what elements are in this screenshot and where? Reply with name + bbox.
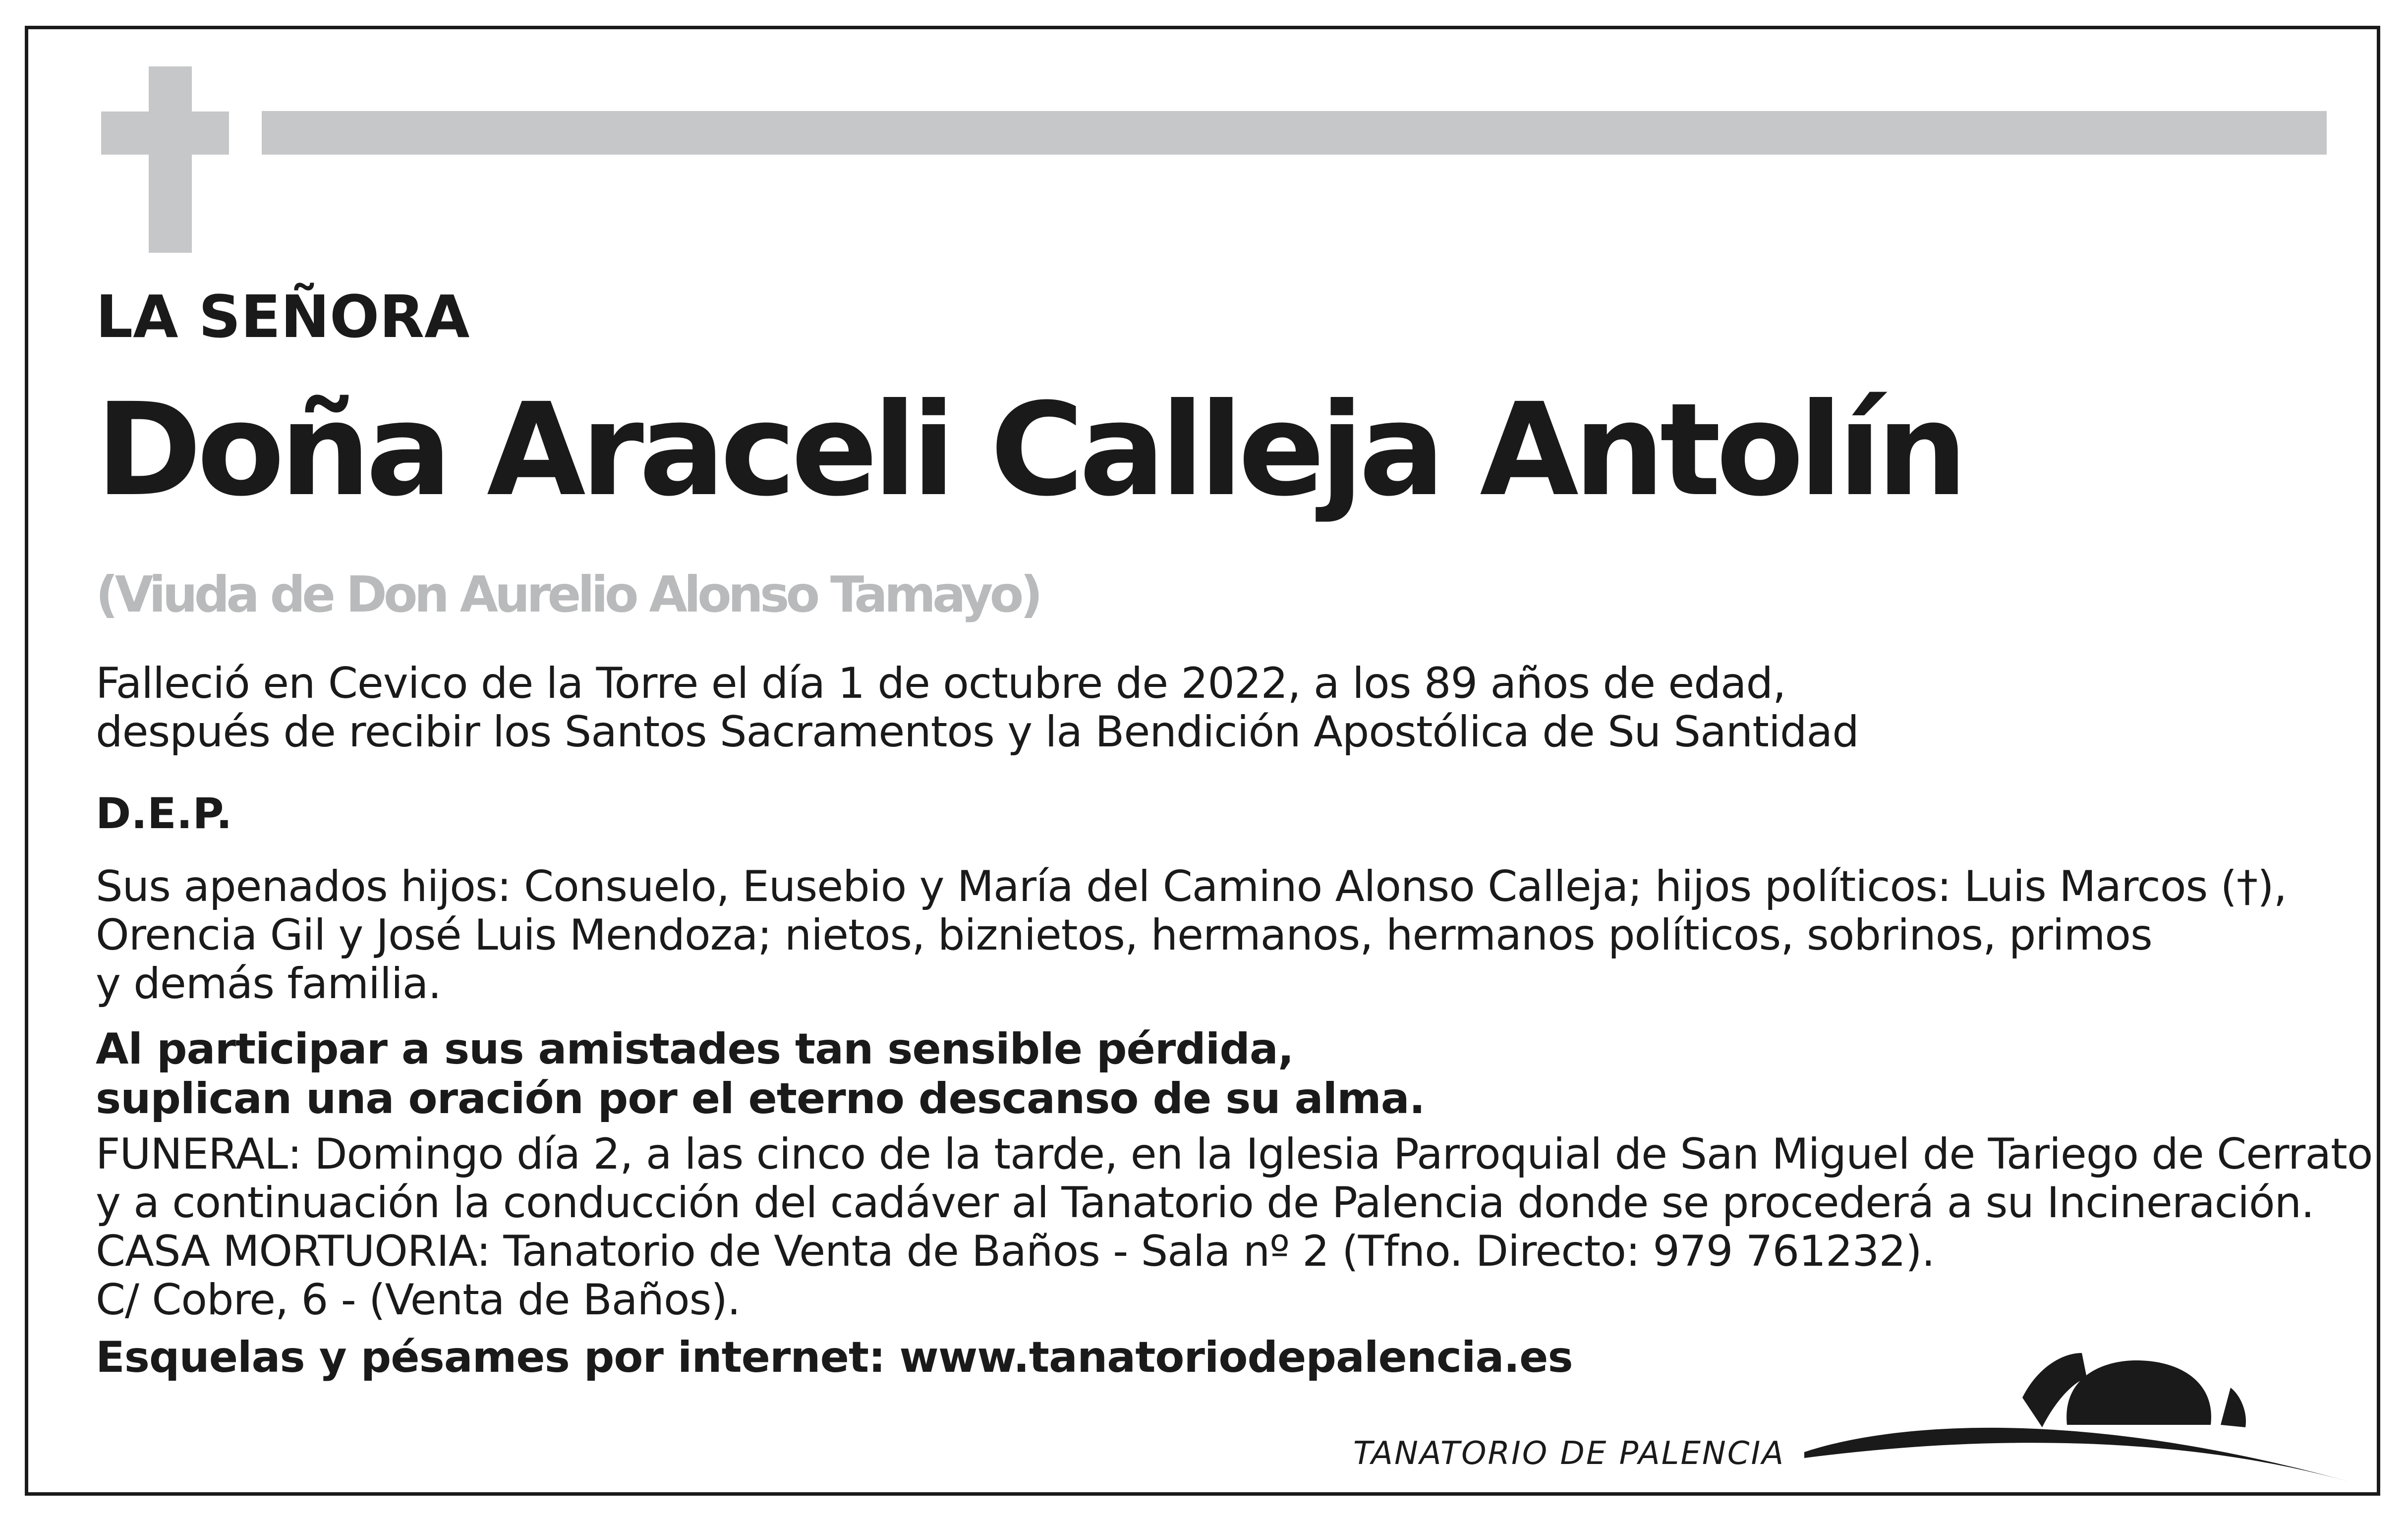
funeral-line: FUNERAL: Domingo día 2, a las cinco de la tarde, en la Iglesia Parroquial de San Miguel de Tariego de Cerrato: [96, 1129, 2373, 1179]
prayer-request-line: suplican una oración por el eterno descanso de su alma.: [96, 1074, 1425, 1124]
website-line: Esquelas y pésames por internet: www.tanatoriodepalencia.es: [96, 1333, 1573, 1382]
family-line: y demás familia.: [96, 959, 441, 1009]
honorific-title: LA SEÑORA: [96, 282, 470, 351]
family-paragraph: [96, 862, 2287, 1008]
brand-name: TANATORIO DE PALENCIA: [1353, 1435, 1785, 1472]
death-notice-line: Falleció en Cevico de la Torre el día 1 de octubre de 2022, a los 89 años de edad,: [96, 659, 1786, 708]
death-notice-line: después de recibir los Santos Sacramentos y la Bendición Apostólica de Su Santidad: [96, 707, 1859, 757]
funeral-line: CASA MORTUORIA: Tanatorio de Venta de Baños - Sala nº 2 (Tfno. Directo: 979 761232).: [96, 1227, 1935, 1276]
funeral-details-paragraph: [96, 1130, 2372, 1324]
rip-abbreviation: D.E.P.: [96, 789, 232, 839]
death-notice-paragraph: [96, 659, 1859, 756]
family-line: Sus apenados hijos: Consuelo, Eusebio y María del Camino Alonso Calleja; hijos políticos: Luis Marcos (†),: [96, 862, 2287, 911]
deceased-name: Doña Araceli Calleja Antolín: [96, 376, 1963, 524]
family-line: Orencia Gil y José Luis Mendoza; nietos, biznietos, hermanos, hermanos políticos, sobrinos, primos: [96, 910, 2152, 960]
header-divider-bar: [262, 111, 2327, 155]
cross-vertical-bar: [149, 66, 192, 253]
prayer-request-paragraph: [96, 1024, 1425, 1124]
funeral-line: C/ Cobre, 6 - (Venta de Baños).: [96, 1275, 741, 1325]
prayer-request-line: Al participar a sus amistades tan sensible pérdida,: [96, 1024, 1294, 1074]
cross-horizontal-bar: [101, 112, 229, 155]
widow-note: (Viuda de Don Aurelio Alonso Tamayo): [96, 565, 1040, 623]
tanatorio-dome-logo-icon: [1804, 1333, 2350, 1497]
funeral-line: y a continuación la conducción del cadáver al Tanatorio de Palencia donde se procederá a su Incineración.: [96, 1178, 2314, 1228]
